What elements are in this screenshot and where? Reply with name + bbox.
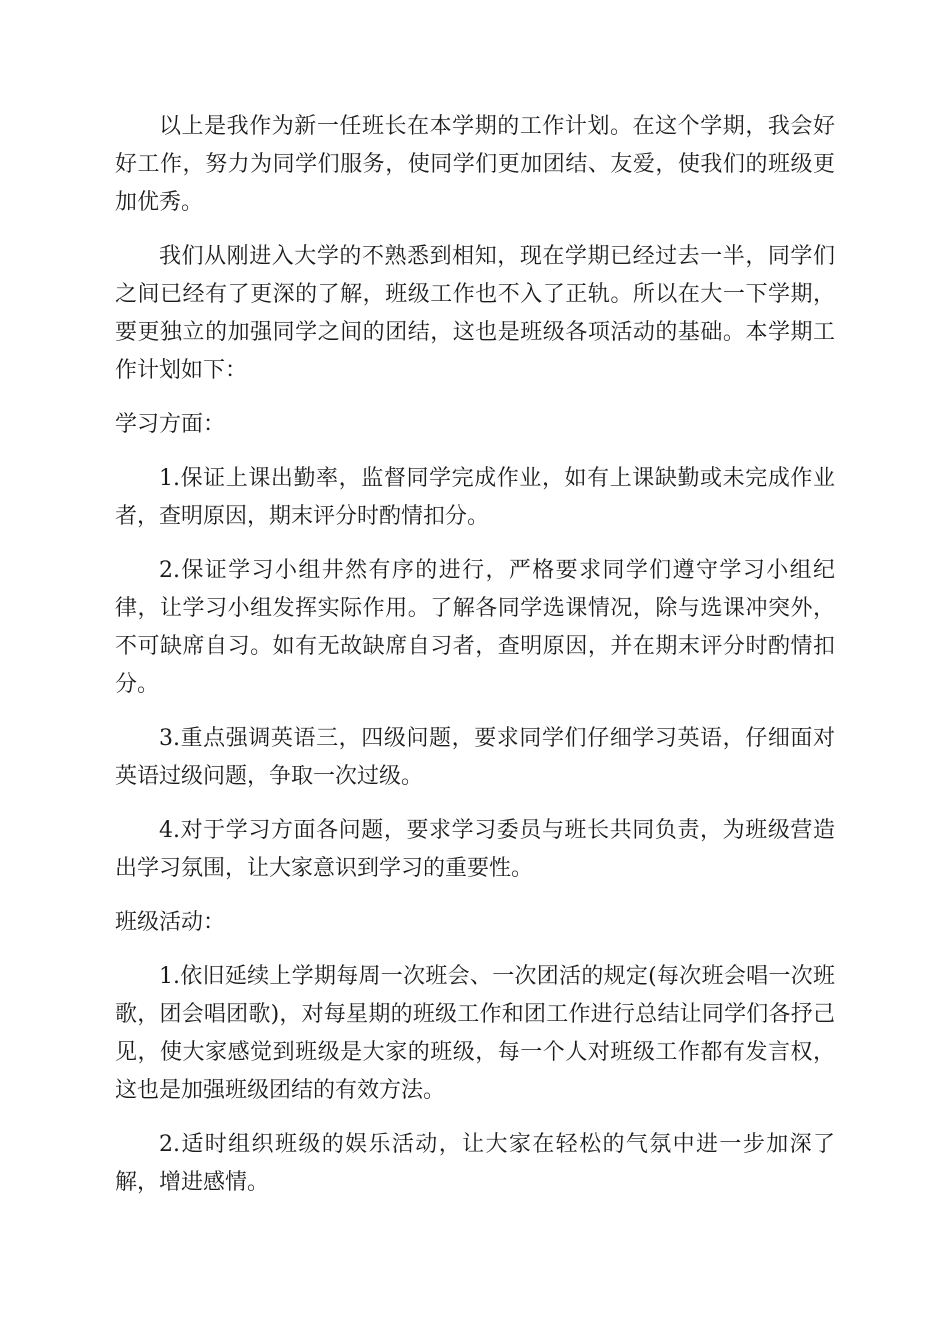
activity-item-1: 1.依旧延续上学期每周一次班会、一次团活的规定(每次班会唱一次班歌，团会唱团歌)，对每星期的班级工作和团工作进行总结让同学们各抒己见，使大家感觉到班级是大家的班级，每一个人对班级工作都有发言权，这也是加强班级团结的有效方法。 [115, 964, 835, 1103]
study-item-4: 4.对于学习方面各问题，要求学习委员与班长共同负责，为班级营造出学习氛围，让大家意识到学习的重要性。 [115, 818, 835, 881]
paragraph-intro: 以上是我作为新一任班长在本学期的工作计划。在这个学期，我会好好工作，努力为同学们服务，使同学们更加团结、友爱，使我们的班级更加优秀。 [115, 114, 835, 215]
study-item-2: 2.保证学习小组井然有序的进行，严格要求同学们遵守学习小组纪律，让学习小组发挥实际作用。了解各同学选课情况，除与选课冲突外，不可缺席自习。如有无故缺席自习者，查明原因，并在期末评分时酌情扣分。 [115, 558, 835, 697]
paragraph-background: 我们从刚进入大学的不熟悉到相知，现在学期已经过去一半，同学们之间已经有了更深的了解，班级工作也不入了正轨。所以在大一下学期，要更独立的加强同学之间的团结，这也是班级各项活动的基础。本学期工作计划如下： [115, 244, 835, 383]
document-body [115, 108, 835, 1218]
section-heading-activities: 班级活动： [115, 910, 226, 935]
study-item-1: 1.保证上课出勤率，监督同学完成作业，如有上课缺勤或未完成作业者，查明原因，期末评分时酌情扣分。 [115, 466, 835, 529]
study-item-3: 3.重点强调英语三，四级问题，要求同学们仔细学习英语，仔细面对英语过级问题，争取一次过级。 [115, 726, 835, 789]
section-heading-study: 学习方面： [115, 412, 226, 437]
activity-item-2: 2.适时组织班级的娱乐活动，让大家在轻松的气氛中进一步加深了解，增进感情。 [115, 1132, 835, 1195]
